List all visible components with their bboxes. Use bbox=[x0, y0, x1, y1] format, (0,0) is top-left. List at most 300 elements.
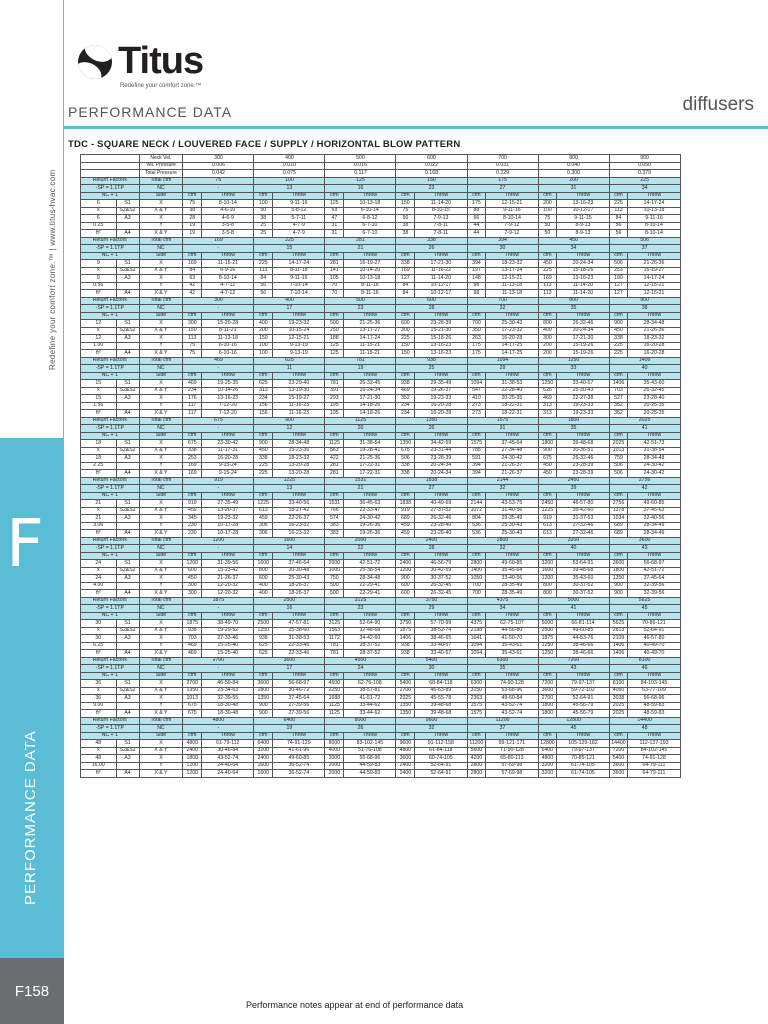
data-cell: 50 bbox=[538, 230, 557, 238]
data-cell: 400 bbox=[538, 327, 557, 335]
nc-value: - bbox=[183, 425, 254, 433]
data-cell: 30-37-52 bbox=[557, 590, 609, 598]
nc-value: 34 bbox=[609, 185, 680, 193]
row-label bbox=[116, 342, 139, 350]
section-header-row bbox=[81, 492, 756, 500]
data-cell: 19-26-37 bbox=[415, 387, 467, 395]
data-cell: 113 bbox=[254, 267, 273, 275]
side-label: X & Y bbox=[139, 770, 183, 778]
total-cfm: 1575 bbox=[467, 417, 538, 425]
data-cell: 13-17-27 bbox=[344, 327, 396, 335]
data-cell: 42-51-73 bbox=[628, 440, 680, 448]
data-cell: 300 bbox=[538, 335, 557, 343]
data-cell: 1094 bbox=[467, 650, 486, 658]
data-cell: 48-59-83 bbox=[628, 702, 680, 710]
data-cell: 400 bbox=[254, 582, 273, 590]
nc-value: 39 bbox=[538, 485, 609, 493]
side-label: X bbox=[139, 380, 183, 388]
throw-label: Throw bbox=[202, 492, 254, 500]
data-cell: 14-17-24 bbox=[628, 275, 680, 283]
data-cell: 22-33-47 bbox=[344, 507, 396, 515]
table-row bbox=[81, 642, 756, 650]
side-label: X bbox=[139, 740, 183, 748]
data-cell: 31-38-54 bbox=[628, 447, 680, 455]
nc-value: 43 bbox=[538, 665, 609, 673]
size-cell: 24 bbox=[81, 560, 117, 568]
data-cell: 345 bbox=[183, 515, 202, 523]
data-cell: 2500 bbox=[538, 627, 557, 635]
data-cell: 26-32-45 bbox=[344, 380, 396, 388]
cfm-label: cfm bbox=[467, 732, 486, 740]
data-cell: 7200 bbox=[538, 680, 557, 688]
data-cell: 4-6-10 bbox=[202, 207, 254, 215]
total-cfm: 625 bbox=[254, 357, 325, 365]
nc-value: 19 bbox=[254, 725, 325, 733]
data-cell: 63-77-109 bbox=[628, 687, 680, 695]
data-cell: 3600 bbox=[396, 755, 415, 763]
data-cell: 7-9-12 bbox=[486, 230, 538, 238]
nc-value: 12 bbox=[254, 425, 325, 433]
section-header-row bbox=[81, 365, 756, 373]
data-cell: 28-34-48 bbox=[273, 440, 325, 448]
data-cell: 2700 bbox=[396, 687, 415, 695]
nc-value: 29 bbox=[396, 605, 467, 613]
data-cell: 313 bbox=[254, 387, 273, 395]
data-cell: 56-68-97 bbox=[628, 560, 680, 568]
data-cell: 1800 bbox=[538, 440, 557, 448]
data-cell: 1250 bbox=[538, 380, 557, 388]
data-cell: 625 bbox=[254, 642, 273, 650]
total-cfm: 100 bbox=[254, 177, 325, 185]
size-cell: 1.00 bbox=[81, 342, 117, 350]
section-header-row bbox=[81, 305, 756, 313]
data-cell: 11-13-18 bbox=[486, 282, 538, 290]
data-cell: 18-23-32 bbox=[486, 260, 538, 268]
size-cell: ft² bbox=[81, 770, 117, 778]
data-cell: 6-10-16 bbox=[202, 350, 254, 358]
data-cell: 3200 bbox=[538, 560, 557, 568]
cfm-label: cfm bbox=[609, 612, 628, 620]
data-cell: 56 bbox=[609, 230, 628, 238]
section-header-row bbox=[81, 477, 756, 485]
data-cell: 1200 bbox=[396, 567, 415, 575]
top-value: 0.022 bbox=[396, 162, 467, 170]
section-header-row bbox=[81, 417, 756, 425]
data-cell: 49-60-85 bbox=[486, 560, 538, 568]
data-cell: 21-26-37 bbox=[202, 575, 254, 583]
nc-value: 48 bbox=[609, 725, 680, 733]
data-cell: 10-14-20 bbox=[344, 267, 396, 275]
column-label: NC bbox=[139, 245, 183, 253]
side-label: X bbox=[139, 500, 183, 508]
performance-table bbox=[80, 154, 756, 778]
data-cell: 536 bbox=[467, 522, 486, 530]
data-cell: 150 bbox=[396, 200, 415, 208]
cfm-label: cfm bbox=[538, 252, 557, 260]
data-cell: 28-34-48 bbox=[344, 575, 396, 583]
table-row bbox=[81, 380, 756, 388]
data-cell: 1225 bbox=[538, 507, 557, 515]
data-cell: 506 bbox=[609, 462, 628, 470]
data-cell: 100 bbox=[254, 350, 273, 358]
column-label: Total cfm bbox=[139, 297, 183, 305]
data-cell: 42 bbox=[183, 282, 202, 290]
side-label: X bbox=[139, 635, 183, 643]
data-cell: 4500 bbox=[325, 680, 344, 688]
data-cell: 35-43-61 bbox=[486, 650, 538, 658]
data-cell: 12-20-32 bbox=[202, 590, 254, 598]
data-cell: 14-17-25 bbox=[486, 350, 538, 358]
data-cell: 98 bbox=[467, 290, 486, 298]
data-cell: 197 bbox=[467, 267, 486, 275]
data-cell: 33-44-62 bbox=[344, 710, 396, 718]
cfm-label: cfm bbox=[396, 432, 415, 440]
size-cell: ft² bbox=[81, 230, 117, 238]
data-cell: 35-43-60 bbox=[628, 380, 680, 388]
data-cell: 37-46-64 bbox=[273, 560, 325, 568]
data-cell: 2800 bbox=[467, 770, 486, 778]
data-cell: 57-69-98 bbox=[486, 762, 538, 770]
return-factors-label: Return Factors bbox=[81, 237, 140, 245]
data-cell: 27-35-49 bbox=[202, 500, 254, 508]
return-factors-label: -SP = 1.1TP bbox=[81, 665, 140, 673]
nc-value: 20 bbox=[325, 425, 396, 433]
data-cell: 39-48-68 bbox=[557, 567, 609, 575]
nc-value: 40 bbox=[538, 545, 609, 553]
data-cell: 338 bbox=[609, 335, 628, 343]
data-cell: 7200 bbox=[609, 747, 628, 755]
data-cell: 18-23-32 bbox=[273, 455, 325, 463]
data-cell: 675 bbox=[396, 447, 415, 455]
data-cell: 19-25-35 bbox=[202, 380, 254, 388]
data-cell: 338 bbox=[254, 455, 273, 463]
data-cell: 11-14-20 bbox=[415, 275, 467, 283]
side-label: Y bbox=[139, 762, 183, 770]
table-row bbox=[81, 470, 756, 478]
data-cell: 71-90-128 bbox=[486, 747, 538, 755]
data-cell: 156 bbox=[254, 402, 273, 410]
data-cell: 32-39-55 bbox=[202, 695, 254, 703]
data-cell: 938 bbox=[254, 635, 273, 643]
data-cell: 29-35-49 bbox=[415, 380, 467, 388]
data-cell: 788 bbox=[467, 447, 486, 455]
table-row bbox=[81, 350, 756, 358]
data-cell: 75 bbox=[183, 200, 202, 208]
data-cell: 306 bbox=[254, 530, 273, 538]
data-cell: 11-17-31 bbox=[202, 447, 254, 455]
row-label: A4 bbox=[116, 530, 139, 538]
data-cell: 74-90-128 bbox=[486, 680, 538, 688]
table-row bbox=[81, 215, 756, 223]
data-cell: 469 bbox=[396, 387, 415, 395]
section-header-row bbox=[81, 732, 756, 740]
section-heading: PERFORMANCE DATA bbox=[68, 104, 233, 120]
data-cell: 84 bbox=[254, 275, 273, 283]
top-row bbox=[81, 162, 756, 170]
data-cell: 350 bbox=[467, 327, 486, 335]
cfm-label: cfm bbox=[325, 372, 344, 380]
row-label: A4 bbox=[116, 590, 139, 598]
data-cell: 225 bbox=[254, 462, 273, 470]
data-cell: 18-22-31 bbox=[486, 402, 538, 410]
data-cell: 1250 bbox=[538, 642, 557, 650]
data-cell: 7-10-14 bbox=[273, 290, 325, 298]
data-cell: 25-30-43 bbox=[486, 522, 538, 530]
table-row bbox=[81, 447, 756, 455]
data-cell: 766 bbox=[325, 507, 344, 515]
total-cfm: 900 bbox=[609, 297, 680, 305]
data-cell: 75 bbox=[538, 215, 557, 223]
side-label: Y bbox=[139, 462, 183, 470]
data-cell: 22-29-41 bbox=[344, 590, 396, 598]
nc-value: 23 bbox=[396, 185, 467, 193]
data-cell: 2025 bbox=[609, 710, 628, 718]
top-value: 0.229 bbox=[467, 170, 538, 178]
data-cell: 16-20-28 bbox=[628, 342, 680, 350]
column-label: Total cfm bbox=[139, 177, 183, 185]
data-cell: 41-61-96 bbox=[273, 747, 325, 755]
data-cell: 16-20-28 bbox=[486, 335, 538, 343]
return-factors-label: NC + 1 bbox=[81, 552, 140, 560]
total-cfm: 5000 bbox=[538, 597, 609, 605]
cfm-label: cfm bbox=[538, 192, 557, 200]
data-cell: 1600 bbox=[254, 770, 273, 778]
row-label: A3 bbox=[116, 515, 139, 523]
throw-label: Throw bbox=[415, 252, 467, 260]
data-cell: 2000 bbox=[325, 762, 344, 770]
side-label: X & Y bbox=[139, 470, 183, 478]
row-label: S1 bbox=[116, 500, 139, 508]
cfm-label: cfm bbox=[325, 312, 344, 320]
data-cell: 3600 bbox=[609, 770, 628, 778]
data-cell: 1800 bbox=[183, 755, 202, 763]
total-cfm: 900 bbox=[254, 417, 325, 425]
return-factors-label: Return Factors bbox=[81, 357, 140, 365]
data-cell: 20-24-34 bbox=[415, 462, 467, 470]
data-cell: 8-11-18 bbox=[273, 267, 325, 275]
return-factors-label: -SP = 1.1TP bbox=[81, 545, 140, 553]
throw-label: Throw bbox=[415, 672, 467, 680]
data-cell: 125 bbox=[325, 342, 344, 350]
data-cell: 79-97-137 bbox=[557, 680, 609, 688]
throw-label: Throw bbox=[557, 672, 609, 680]
data-cell: 38-49-70 bbox=[202, 620, 254, 628]
data-cell: 613 bbox=[538, 522, 557, 530]
data-cell: 19 bbox=[183, 230, 202, 238]
size-cell: ft² bbox=[81, 530, 117, 538]
table-row bbox=[81, 762, 756, 770]
data-cell: 263 bbox=[467, 335, 486, 343]
data-cell: 2800 bbox=[467, 560, 486, 568]
size-cell: x bbox=[81, 567, 117, 575]
data-cell: 84-103-145 bbox=[628, 680, 680, 688]
size-cell: 6 bbox=[81, 200, 117, 208]
data-cell: 200 bbox=[538, 350, 557, 358]
table-row bbox=[81, 410, 756, 418]
nc-value: 13 bbox=[254, 185, 325, 193]
nc-value: 13 bbox=[254, 485, 325, 493]
total-cfm: 3750 bbox=[396, 597, 467, 605]
section-header-row bbox=[81, 552, 756, 560]
data-cell: 27-37-52 bbox=[415, 507, 467, 515]
data-cell: 175 bbox=[467, 350, 486, 358]
column-label: NC bbox=[139, 185, 183, 193]
top-value: 0.379 bbox=[609, 170, 680, 178]
total-cfm: 3125 bbox=[325, 597, 396, 605]
size-cell: 16.00 bbox=[81, 762, 117, 770]
data-cell: 10-17-28 bbox=[202, 530, 254, 538]
row-label: S1 bbox=[116, 320, 139, 328]
side-label: X & Y bbox=[139, 590, 183, 598]
data-cell: 1575 bbox=[467, 710, 486, 718]
nc-value: 24 bbox=[325, 665, 396, 673]
throw-label: Throw bbox=[273, 252, 325, 260]
data-cell: 125 bbox=[325, 350, 344, 358]
data-cell: 50 bbox=[538, 222, 557, 230]
throw-label: Throw bbox=[202, 432, 254, 440]
data-cell: 1350 bbox=[396, 702, 415, 710]
column-label: Total cfm bbox=[139, 537, 183, 545]
top-value: 0.010 bbox=[254, 162, 325, 170]
nc-value: 35 bbox=[538, 425, 609, 433]
data-cell: 63 bbox=[325, 207, 344, 215]
throw-label: Throw bbox=[202, 552, 254, 560]
throw-label: Throw bbox=[415, 312, 467, 320]
total-cfm: 11200 bbox=[467, 717, 538, 725]
size-cell: ft² bbox=[81, 590, 117, 598]
data-cell: 31-40-56 bbox=[486, 507, 538, 515]
data-cell: 1350 bbox=[183, 687, 202, 695]
data-cell: 55-68-96 bbox=[344, 755, 396, 763]
data-cell: 6-10-16 bbox=[202, 342, 254, 350]
side-label: X bbox=[139, 560, 183, 568]
data-cell: 938 bbox=[183, 627, 202, 635]
table-row bbox=[81, 402, 756, 410]
data-cell: 7-12-20 bbox=[202, 402, 254, 410]
nc-value: 35 bbox=[538, 305, 609, 313]
cfm-label: cfm bbox=[467, 312, 486, 320]
data-cell: 17-22-31 bbox=[344, 462, 396, 470]
data-cell: 352 bbox=[396, 395, 415, 403]
data-cell: 338 bbox=[396, 470, 415, 478]
data-cell: 4200 bbox=[467, 755, 486, 763]
data-cell: 11200 bbox=[467, 740, 486, 748]
total-cfm: 8100 bbox=[609, 657, 680, 665]
total-cfm: 800 bbox=[538, 297, 609, 305]
cfm-label: cfm bbox=[396, 192, 415, 200]
cfm-label: cfm bbox=[609, 732, 628, 740]
total-cfm: 5400 bbox=[396, 657, 467, 665]
data-cell: 13-20-28 bbox=[273, 470, 325, 478]
data-cell: 37-45-64 bbox=[628, 575, 680, 583]
data-cell: 112-137-193 bbox=[628, 740, 680, 748]
blank-cell bbox=[81, 155, 140, 163]
column-label: Side bbox=[139, 372, 183, 380]
nc-value: - bbox=[183, 545, 254, 553]
data-cell: 11-16-22 bbox=[415, 267, 467, 275]
data-cell: 20-25-35 bbox=[486, 395, 538, 403]
data-cell: 24-40-64 bbox=[202, 770, 254, 778]
table-row bbox=[81, 530, 756, 538]
top-value: 0.117 bbox=[325, 170, 396, 178]
data-cell: 689 bbox=[609, 522, 628, 530]
data-cell: 469 bbox=[183, 642, 202, 650]
data-cell: 39-48-68 bbox=[415, 702, 467, 710]
row-label: S2&S2 bbox=[116, 267, 139, 275]
row-label bbox=[116, 762, 139, 770]
throw-label: Throw bbox=[344, 732, 396, 740]
table-row bbox=[81, 275, 756, 283]
section-header-row bbox=[81, 177, 756, 185]
total-cfm: 300 bbox=[183, 297, 254, 305]
data-cell: 46-57-80 bbox=[628, 635, 680, 643]
side-label: X & Y bbox=[139, 530, 183, 538]
data-cell: 18-22-31 bbox=[486, 410, 538, 418]
data-cell: 1838 bbox=[396, 500, 415, 508]
table-row bbox=[81, 755, 756, 763]
data-cell: 56 bbox=[254, 282, 273, 290]
nc-value: 32 bbox=[396, 725, 467, 733]
data-cell: 25-38-60 bbox=[273, 627, 325, 635]
data-cell: 5400 bbox=[396, 680, 415, 688]
cfm-label: cfm bbox=[609, 192, 628, 200]
data-cell: 52-64-90 bbox=[344, 620, 396, 628]
data-cell: 1800 bbox=[609, 567, 628, 575]
data-cell: 12-15-21 bbox=[486, 275, 538, 283]
table-row bbox=[81, 282, 756, 290]
table-row bbox=[81, 395, 756, 403]
data-cell: 613 bbox=[538, 530, 557, 538]
data-cell: 20-24-34 bbox=[415, 470, 467, 478]
side-label: X & Y bbox=[139, 290, 183, 298]
data-cell: 1013 bbox=[183, 695, 202, 703]
throw-label: Throw bbox=[557, 732, 609, 740]
top-value: 0.300 bbox=[538, 170, 609, 178]
data-cell: 1050 bbox=[467, 575, 486, 583]
data-cell: 600 bbox=[254, 575, 273, 583]
data-cell: 25-30-43 bbox=[273, 575, 325, 583]
row-label: A4 bbox=[116, 290, 139, 298]
column-label: NC bbox=[139, 305, 183, 313]
return-factors-label: NC + 1 bbox=[81, 672, 140, 680]
cfm-label: cfm bbox=[254, 552, 273, 560]
data-cell: 1406 bbox=[609, 380, 628, 388]
cfm-label: cfm bbox=[183, 612, 202, 620]
data-cell: 383 bbox=[325, 522, 344, 530]
size-cell: 6.25 bbox=[81, 642, 117, 650]
row-label: A4 bbox=[116, 710, 139, 718]
nc-value: 31 bbox=[538, 185, 609, 193]
section-header-row bbox=[81, 372, 756, 380]
data-cell: 900 bbox=[609, 590, 628, 598]
size-cell: 18 bbox=[81, 455, 117, 463]
data-cell: 230 bbox=[183, 522, 202, 530]
size-cell: 4.00 bbox=[81, 582, 117, 590]
data-cell: 127 bbox=[609, 290, 628, 298]
cfm-label: cfm bbox=[467, 612, 486, 620]
data-cell: 56-68-97 bbox=[273, 680, 325, 688]
top-value: 500 bbox=[325, 155, 396, 163]
throw-label: Throw bbox=[202, 372, 254, 380]
data-cell: 450 bbox=[538, 462, 557, 470]
data-cell: 2800 bbox=[467, 762, 486, 770]
data-cell: 43-52-74 bbox=[486, 710, 538, 718]
throw-label: Throw bbox=[415, 552, 467, 560]
total-cfm: 2144 bbox=[467, 477, 538, 485]
data-cell: 50 bbox=[254, 207, 273, 215]
cfm-label: cfm bbox=[325, 492, 344, 500]
nc-value: 30 bbox=[467, 245, 538, 253]
